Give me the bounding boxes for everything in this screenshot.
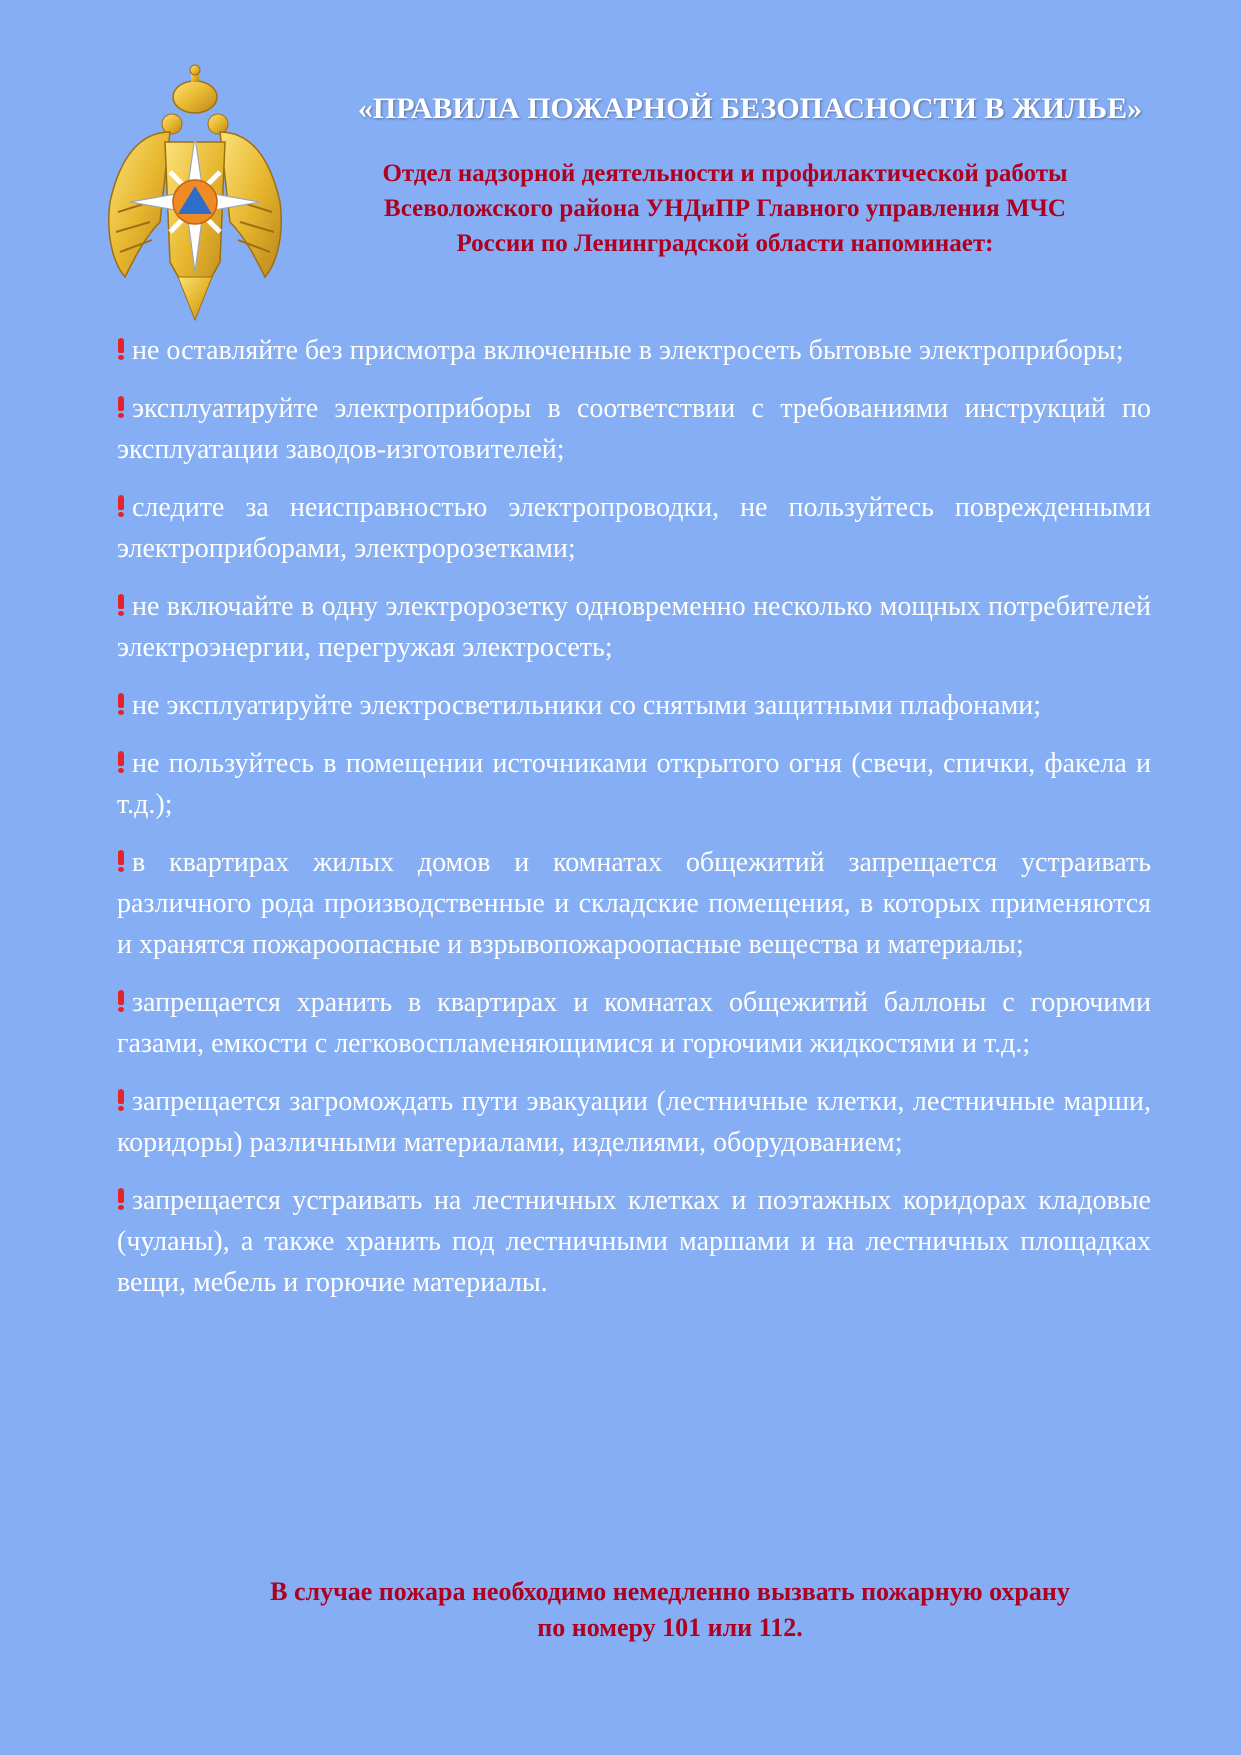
rule-text: следите за неисправностью электропроводки, не пользуйтесь поврежденными электроприборами, электророзетками; — [117, 492, 1151, 564]
rule-item — [117, 1180, 1151, 1303]
rule-text: запрещается загромождать пути эвакуации (лестничные клетки, лестничные марши, коридоры) различными материалами, изделиями, оборудованием; — [117, 1086, 1151, 1158]
rule-item — [117, 388, 1151, 470]
department-line: Отдел надзорной деятельности и профилактической работы — [382, 160, 1068, 187]
department-notice — [290, 156, 1160, 261]
rule-item — [117, 743, 1151, 825]
exclamation-icon — [117, 850, 125, 872]
exclamation-icon — [117, 693, 125, 715]
rule-text: эксплуатируйте электроприборы в соответствии с требованиями инструкций по эксплуатации заводов-изготовителей; — [117, 393, 1151, 465]
emergency-call-notice — [190, 1574, 1150, 1646]
rule-text: не включайте в одну электророзетку одновременно несколько мощных потребителей электроэнергии, перегружая электросеть; — [117, 591, 1151, 663]
exclamation-icon — [117, 751, 125, 773]
department-line: Всеволожского района УНДиПР Главного управления МЧС — [384, 195, 1066, 222]
rule-text: в квартирах жилых домов и комнатах общежитий запрещается устраивать различного рода производственные и складские помещения, в которых применяются и хранятся пожароопасные и взрывопожароопасные вещества и материалы; — [117, 847, 1151, 960]
exclamation-icon — [117, 1089, 125, 1111]
rule-text: не оставляйте без присмотра включенные в электросеть бытовые электроприборы; — [132, 335, 1124, 366]
exclamation-icon — [117, 990, 125, 1012]
rules-list — [117, 330, 1151, 1320]
rule-text: не эксплуатируйте электросветильники со снятыми защитными плафонами; — [132, 690, 1042, 721]
exclamation-icon — [117, 495, 125, 517]
department-line: России по Ленинградской области напоминает: — [456, 230, 994, 257]
exclamation-icon — [117, 338, 125, 360]
rule-item — [117, 685, 1151, 726]
page-title: «ПРАВИЛА ПОЖАРНОЙ БЕЗОПАСНОСТИ В ЖИЛЬЕ» — [357, 92, 1143, 125]
exclamation-icon — [117, 396, 125, 418]
rule-item — [117, 1081, 1151, 1163]
exclamation-icon — [117, 1188, 125, 1210]
rule-item — [117, 982, 1151, 1064]
emergency-phone-line: по номеру 101 или 112. — [537, 1613, 803, 1642]
rule-text: запрещается устраивать на лестничных клетках и поэтажных коридорах кладовые (чуланы), а также хранить под лестничными маршами и на лестничных площадках вещи, мебель и горючие материалы. — [117, 1185, 1151, 1298]
exclamation-icon — [117, 594, 125, 616]
emergency-line: В случае пожара необходимо немедленно вызвать пожарную охрану — [270, 1577, 1070, 1606]
rule-item — [117, 487, 1151, 569]
rule-text: запрещается хранить в квартирах и комнатах общежитий баллоны с горючими газами, емкости с легковоспламеняющимися и горючими жидкостями и т.д.; — [117, 987, 1151, 1059]
emchs-emblem-icon — [100, 62, 290, 322]
rule-text: не пользуйтесь в помещении источниками открытого огня (свечи, спички, факела и т.д.); — [117, 748, 1151, 820]
rule-item — [117, 842, 1151, 965]
rule-item — [117, 586, 1151, 668]
rule-item — [117, 330, 1151, 371]
